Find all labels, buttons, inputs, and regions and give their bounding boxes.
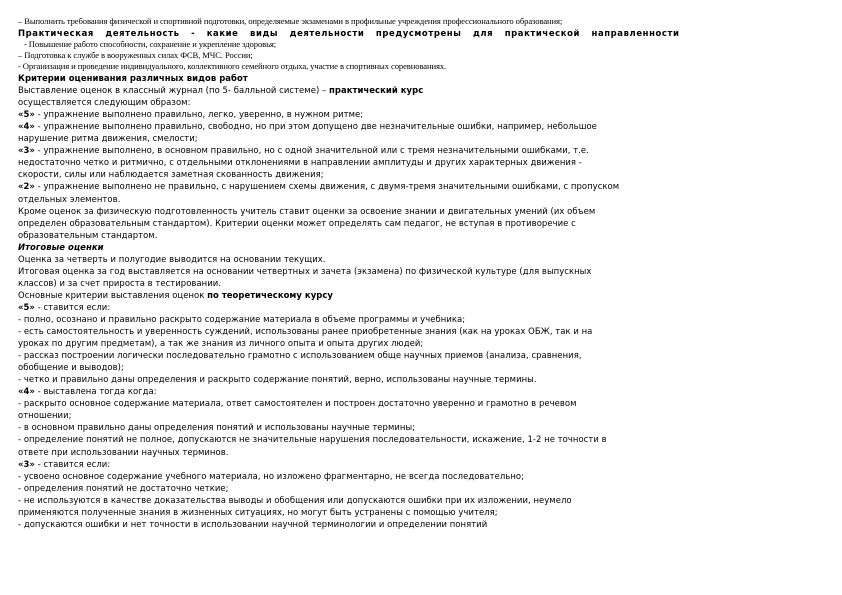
theory-4-item: - раскрыто основное содержание материала, ответ самостоятелен и построен достаточно уверенно и грамотно в речевом (18, 398, 577, 409)
theory-grade-3-label: «3» (18, 458, 35, 469)
intro-line-requirements: – Выполнить требования физической и спортивной подготовки, определяемые экзаменами в профильные учреждения профессионального образования; (18, 16, 563, 26)
theory-3-item: - допускаются ошибки и нет точности в использовании научной терминологии и определении понятий (18, 518, 488, 529)
theory-5-item: - полно, осознано и правильно раскрыто содержание материала в объеме программы и учебника; (18, 313, 466, 324)
document-page (18, 16, 818, 530)
theory-prefix: Основные критерии выставления оценок (18, 289, 208, 300)
theory-grade-5 (18, 301, 818, 313)
grade-3-label: «3» (18, 145, 35, 156)
theory-3-item: применяются полученные знания в жизненных ситуациях, но могут быть устранены с помощью учителя; (18, 506, 498, 517)
final-grades-heading: Итоговые оценки (18, 241, 104, 252)
grade-3-text-3: скорости, силы или наблюдается заметная скованность движения; (18, 169, 324, 180)
theory-3-item: - усвоено основное содержание учебного материала, но изложено фрагментарно, не всегда последовательно; (18, 470, 524, 481)
theory-5-item: - четко и правильно даны определения и раскрыто содержание понятий, верно, использованы научные термины. (18, 374, 537, 385)
theory-grade-5-text: - ставится если: (34, 301, 111, 312)
grading-line (18, 84, 818, 96)
theory-4-item: - определение понятий не полное, допускаются не значительные нарушения последовательности, искажение, 1-2 не точности в (18, 434, 607, 445)
knowledge-paragraph-3: образовательным стандартом. (18, 229, 158, 240)
theory-grade-4-label: «4» (18, 386, 35, 397)
theory-grade-4 (18, 385, 818, 397)
practical-grade-2 (18, 180, 818, 192)
grading-line-2: осуществляется следующим образом: (18, 97, 191, 108)
grade-2-label: «2» (18, 181, 35, 192)
final-grades-line-1: Оценка за четверть и полугодие выводится на основании текущих. (18, 253, 326, 264)
practical-grade-3 (18, 144, 818, 156)
theory-grade-4-text: - выставлена тогда когда: (34, 386, 157, 397)
theory-3-item: - определения понятий не достаточно четкие; (18, 482, 229, 493)
intro-item-health: - Повышение работо способности, сохранение и укрепление здоровья; (24, 39, 277, 50)
grade-5-label: «5» (18, 109, 35, 120)
theory-course: по теоретическому курсу (207, 289, 333, 300)
grade-4-text-2: нарушение ритма движения, смелости; (18, 133, 198, 144)
grade-5-text: - упражнение выполнено правильно, легко, уверенно, в нужном ритме; (34, 109, 364, 120)
theory-4-item: - в основном правильно даны определения понятий и использованы научные термины; (18, 422, 416, 433)
practical-activity-heading: Практическая деятельность - какие виды деятельности предусмотрены для практической направленности (18, 28, 680, 38)
theory-grade-3 (18, 458, 818, 470)
final-grades-line-3: классов) и за счет прироста в тестировании. (18, 277, 222, 288)
grade-3-text: - упражнение выполнено, в основном правильно, но с одной значительной или с тремя незначительными ошибками, т.е. (34, 145, 589, 156)
grading-practical-course: практический курс (329, 85, 424, 96)
theory-criteria-line (18, 289, 818, 301)
theory-5-item: - есть самостоятельность и уверенность суждений, использованы ранее приобретенные знания (как на уроках ОБЖ, так и на (18, 326, 593, 337)
theory-5-item: уроках по другим предметам), а так же знания из личного опыта и опыта других людей; (18, 338, 424, 349)
grade-3-text-2: недостаточно четко и ритмично, с отдельными отклонениями в направлении амплитуды и других характерных движения - (18, 157, 582, 168)
grading-prefix: Выставление оценок в классный журнал (по 5- балльной системе) – (18, 85, 330, 96)
theory-5-item: обобщение и выводов); (18, 362, 124, 373)
theory-4-item: отношении; (18, 410, 72, 421)
theory-5-item: - рассказ построении логически последовательно грамотно с использованием обще научных приемов (анализа, сравнения, (18, 350, 582, 361)
theory-3-item: - не используются в качестве доказательства выводы и обобщения или допускаются ошибки при их изложении, неумело (18, 494, 572, 505)
theory-4-item: ответе при использовании научных терминов. (18, 446, 229, 457)
theory-grade-3-text: - ставится если: (34, 458, 111, 469)
grade-4-label: «4» (18, 121, 35, 132)
grade-2-text-2: отдельных элементов. (18, 193, 121, 204)
intro-item-recreation: - Организация и проведение индивидуального, коллективного семейного отдыха, участие в спортивных соревнованиях. (18, 61, 447, 72)
final-grades-line-2: Итоговая оценка за год выставляется на основании четвертных и зачета (экзамена) по физической культуре (для выпускных (18, 265, 592, 276)
intro-item-service: – Подготовка к службе в вооруженных силах ФСВ, МЧС. России; (18, 50, 253, 61)
grade-4-text: - упражнение выполнено правильно, свободно, но при этом допущено две незначительные ошибки, например, небольшое (34, 121, 597, 132)
grade-2-text: - упражнение выполнено не правильно, с нарушением схемы движения, с двумя-тремя значительными ошибками, с пропуском (34, 181, 620, 192)
theory-grade-5-label: «5» (18, 301, 35, 312)
knowledge-paragraph-1: Кроме оценок за физическую подготовленность учитель ставит оценки за освоение знании и двигательных умений (их объем (18, 205, 596, 216)
criteria-heading: Критерии оценивания различных видов работ (18, 73, 248, 84)
practical-grade-4 (18, 120, 818, 132)
knowledge-paragraph-2: определен образовательным стандартом). Критерии оценки может определять сам педагог, не вступая в противоречие с (18, 217, 576, 228)
practical-grade-5 (18, 108, 818, 120)
